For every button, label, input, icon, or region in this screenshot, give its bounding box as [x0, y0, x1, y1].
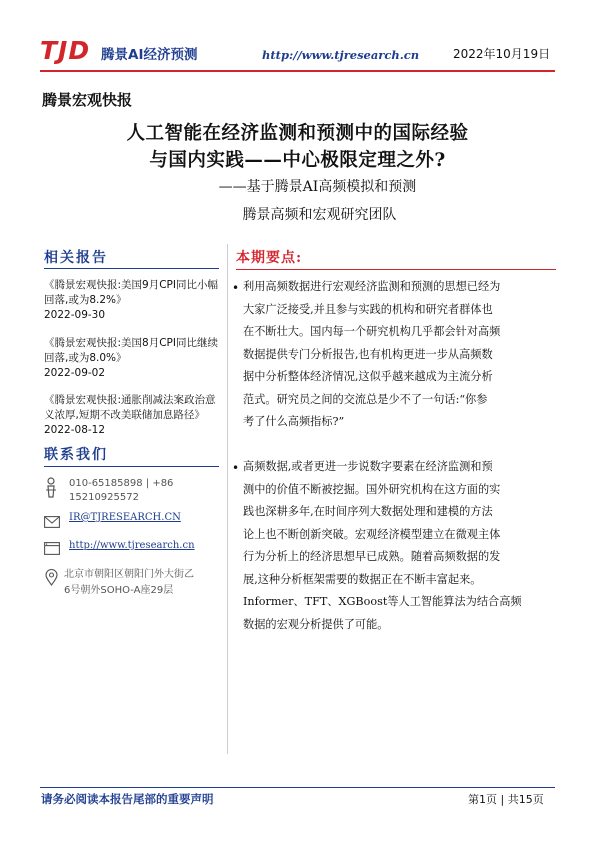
contact-email-link[interactable]: IR@TJRESEARCH.CN: [69, 512, 181, 523]
paragraph-line: 高频数据,或者更进一步说数字要素在经济监测和预: [243, 460, 493, 473]
column-divider: [227, 244, 228, 754]
bullet-marker: •: [232, 281, 240, 295]
paragraph-line: 大家广泛接受,并且参与实践的机构和研究者群体也: [243, 302, 493, 316]
report-series: 腾景宏观快报: [42, 91, 133, 109]
logo-mark: TJD: [40, 36, 91, 65]
contact-address-line1: 北京市朝阳区朝阳门外大街乙: [64, 569, 194, 580]
header-website-link[interactable]: http://www.tjresearch.cn: [262, 48, 420, 62]
paragraph-line: 考了什么高频指标?”: [243, 415, 345, 428]
report-date: 2022年10月19日: [453, 47, 551, 61]
contact-phone-line1: 010-65185898 | +86: [69, 478, 174, 489]
contact-address: [64, 567, 224, 599]
contact-divider: [44, 466, 219, 467]
related-report-item[interactable]: [44, 278, 219, 323]
related-report-title[interactable]: 《腾景宏观快报:美国8月CPI同比继续回落,或为8.0%》: [44, 337, 218, 364]
footer-disclaimer-note: 请务必阅读本报告尾部的重要声明: [41, 792, 214, 806]
report-title-line2: 与国内实践——中心极限定理之外?: [149, 150, 446, 171]
paragraph-line: 践也深耕多年,在时间序列大数据处理和建模的方法: [243, 505, 493, 518]
paragraph-line: 数据的宏观分析提供了可能。: [243, 617, 389, 631]
report-author-team: 腾景高频和宏观研究团队: [242, 207, 397, 223]
key-points-heading: 本期要点:: [236, 250, 303, 266]
page-number: 第1页 | 共15页: [468, 793, 544, 806]
key-point-paragraph-1: [243, 276, 557, 434]
related-report-item[interactable]: [44, 393, 219, 438]
report-title-line1: 人工智能在经济监测和预测中的国际经验: [126, 123, 469, 144]
related-report-date: 2022-08-12: [44, 424, 106, 436]
paragraph-line: 利用高频数据进行宏观经济监测和预测的思想已经为: [243, 280, 501, 293]
related-reports-divider: [44, 268, 219, 269]
report-subtitle: ——基于腾景AI高频模拟和预测: [218, 179, 417, 195]
header-divider: [40, 70, 555, 72]
phone-icon: [44, 477, 58, 499]
paragraph-line: 数据提供专门分析报告,也有机构更进一步从高频数: [243, 347, 493, 361]
related-reports-heading: 相关报告: [44, 250, 108, 266]
related-report-title[interactable]: 《腾景宏观快报:通胀削减法案政治意义浓厚,短期不改美联储加息路径》: [44, 394, 216, 421]
key-point-paragraph-2: [243, 456, 557, 636]
related-report-date: 2022-09-02: [44, 367, 106, 379]
related-report-date: 2022-09-30: [44, 309, 106, 321]
paragraph-line: 范式。研究员之间的交流总是少不了一句话:“你参: [243, 392, 488, 406]
related-report-item[interactable]: [44, 336, 219, 381]
paragraph-line: 在不断壮大。国内每一个研究机构几乎都会针对高频: [243, 325, 501, 338]
paragraph-line: 测中的价值不断被挖掘。国外研究机构在这方面的实: [243, 482, 501, 496]
paragraph-line: 展,这种分析框架需要的数据正在不断丰富起来。: [243, 572, 482, 586]
email-icon: [44, 513, 60, 525]
contact-heading: 联系我们: [44, 447, 108, 463]
logo-name: 腾景AI经济预测: [101, 47, 198, 63]
bullet-marker: •: [232, 461, 240, 475]
browser-icon: [44, 540, 60, 553]
related-report-title[interactable]: 《腾景宏观快报:美国9月CPI同比小幅回落,或为8.2%》: [44, 279, 218, 306]
paragraph-line: 行为分析上的经济思想早已成熟。随着高频数据的发: [243, 550, 501, 563]
contact-website-link[interactable]: http://www.tjresearch.cn: [69, 540, 195, 551]
paragraph-line: Informer、TFT、XGBoost等人工智能算法为结合高频: [243, 595, 522, 608]
key-points-divider: [236, 269, 556, 270]
paragraph-line: 据中分析整体经济情况,这似乎越来越成为主流分析: [243, 370, 493, 383]
contact-address-line2: 6号朝外SOHO-A座29层: [64, 585, 174, 596]
location-pin-icon: [45, 569, 58, 586]
paragraph-line: 论上也不断创新突破。宏观经济模型建立在微观主体: [243, 527, 501, 541]
footer-divider: [40, 787, 555, 788]
contact-phone: [69, 477, 219, 505]
contact-phone-line2: 15210925572: [69, 492, 139, 503]
